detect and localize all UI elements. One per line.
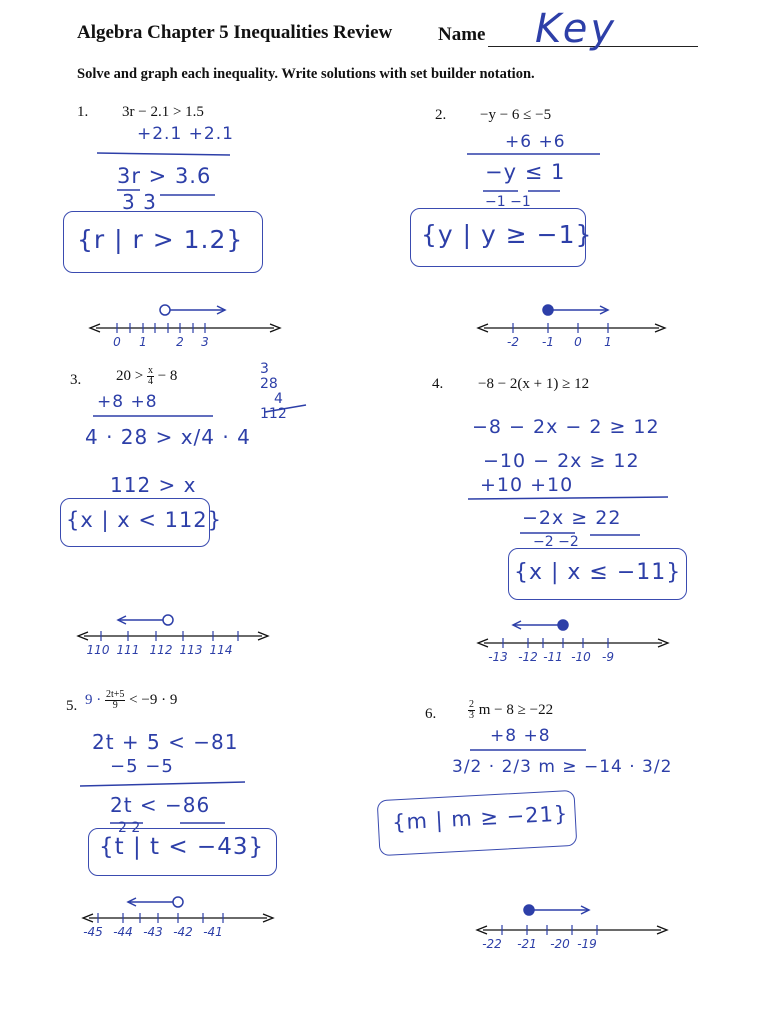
problem-3-side-work-line: 4 [274, 391, 283, 407]
problem-5-answer: {t | t < −43} [99, 834, 265, 860]
number-line-label: -42 [173, 925, 193, 939]
problem-6-work-line: +8 +8 [490, 726, 551, 746]
problem-2-work-line: −1 −1 [485, 194, 531, 210]
problem-1-answer: {r | r > 1.2} [77, 225, 244, 254]
number-line-label: 110 [86, 643, 110, 657]
number-line-label: 0 [113, 335, 121, 349]
problem-5-number: 5. [66, 698, 78, 714]
problem-5-work-line: 2 2 [118, 820, 141, 836]
problem-1-number: 1. [77, 104, 89, 120]
problem-4-work-line: −2 −2 [533, 534, 579, 550]
problem-1-work-line: +2.1 +2.1 [137, 124, 234, 144]
problem-3-left: 20 > [116, 367, 144, 384]
problem-6-work-line: 3/2 · 2/3 m ≥ −14 · 3/2 [452, 757, 673, 777]
closed-endpoint [524, 905, 534, 915]
problem-6-number: 6. [425, 706, 437, 722]
number-line-label: -21 [517, 937, 537, 951]
problem-3-answer: {x | x < 112} [66, 508, 223, 532]
number-line-label: -13 [488, 650, 508, 664]
instructions: Solve and graph each inequality. Write solutions with set builder notation. [77, 66, 535, 82]
problem-3-work-line: +8 +8 [97, 392, 158, 412]
number-line-label: -2 [507, 335, 519, 349]
problem-3-side-work-line: 112 [260, 406, 287, 422]
number-line-label: -1 [542, 335, 554, 349]
number-line-label: -22 [482, 937, 502, 951]
number-line-label: 114 [209, 643, 233, 657]
problem-5-left: 9 · [85, 691, 102, 708]
number-line-label: -44 [113, 925, 133, 939]
number-line-label: -12 [518, 650, 538, 664]
problem-3-number-line [73, 608, 278, 668]
problem-3-right: − 8 [157, 367, 178, 384]
problem-2-inequality: −y − 6 ≤ −5 [480, 107, 552, 123]
problem-5-right: < −9 · 9 [129, 691, 178, 708]
problem-3-denominator: 4 [147, 376, 153, 387]
problem-6-denominator: 3 [469, 710, 474, 721]
number-line-label: -45 [83, 925, 103, 939]
problem-1-inequality: 3r − 2.1 > 1.5 [122, 104, 204, 120]
problem-5-work-line: −5 −5 [110, 756, 174, 777]
problem-1-work-line: 3 3 [122, 190, 157, 214]
problem-4-number: 4. [432, 376, 444, 392]
problem-3-numerator: x [147, 365, 153, 376]
open-endpoint [160, 305, 170, 315]
problem-2-work-line: +6 +6 [505, 132, 566, 152]
problem-2-work-line: −y ≤ 1 [485, 160, 566, 184]
problem-4-work-line: −2x ≥ 22 [522, 507, 622, 529]
problem-1-work-line: 3r > 3.6 [117, 164, 212, 188]
problem-4-work-line: +10 +10 [480, 474, 574, 496]
number-line-label: 3 [201, 335, 209, 349]
problem-6-right: m − 8 ≥ −22 [478, 701, 554, 718]
problem-2-number-line [473, 298, 673, 353]
number-line-label: 1 [604, 335, 612, 349]
number-line-label: -19 [577, 937, 597, 951]
problem-6-answer: {m | m ≥ −21} [391, 801, 569, 835]
number-line-label: 112 [149, 643, 173, 657]
problem-3-side-work-line: 28 [260, 376, 278, 392]
name-label: Name [438, 24, 486, 45]
problem-4-inequality: −8 − 2(x + 1) ≥ 12 [478, 376, 590, 392]
number-line-label: 2 [176, 335, 184, 349]
number-line-label: -9 [602, 650, 614, 664]
worksheet-title: Algebra Chapter 5 Inequalities Review [77, 22, 393, 43]
problem-5-denominator: 9 [112, 700, 118, 711]
closed-endpoint [558, 620, 568, 630]
closed-endpoint [543, 305, 553, 315]
number-line-label: 113 [179, 643, 203, 657]
number-line-label: -43 [143, 925, 163, 939]
problem-5-numerator: 2t+5 [106, 689, 125, 700]
problem-4-work-line: −8 − 2x − 2 ≥ 12 [472, 416, 660, 438]
problem-3-number: 3. [70, 372, 82, 388]
number-line-label: -41 [203, 925, 223, 939]
problem-1-number-line [85, 300, 285, 349]
problem-5-work-line: 2t < −86 [110, 793, 211, 817]
number-line-label: 111 [116, 643, 140, 657]
problem-4-answer: {x | x ≤ −11} [514, 560, 682, 585]
problem-4-work-line: −10 − 2x ≥ 12 [483, 450, 640, 472]
problem-2-answer: {y | y ≥ −1} [421, 220, 593, 249]
name-signature: Key [535, 6, 618, 52]
number-line-label: -20 [550, 937, 570, 951]
problem-6-number-line [472, 895, 672, 975]
number-line-label: -10 [571, 650, 591, 664]
problem-2-number: 2. [435, 107, 447, 123]
problem-5-work-line: 2t + 5 < −81 [92, 730, 239, 754]
problem-4-number-line [473, 615, 678, 670]
open-endpoint [163, 615, 173, 625]
problem-6-numerator: 2 [469, 699, 474, 710]
number-line-label: -11 [543, 650, 563, 664]
problem-3-work-line: 112 > x [110, 473, 197, 497]
problem-3-work-line: 4 · 28 > x/4 · 4 [85, 425, 251, 449]
open-endpoint [173, 897, 183, 907]
problem-5-number-line [78, 890, 278, 960]
problem-3-side-work-line: 3 [260, 361, 269, 377]
number-line-label: 0 [574, 335, 582, 349]
number-line-label: 1 [139, 335, 147, 349]
